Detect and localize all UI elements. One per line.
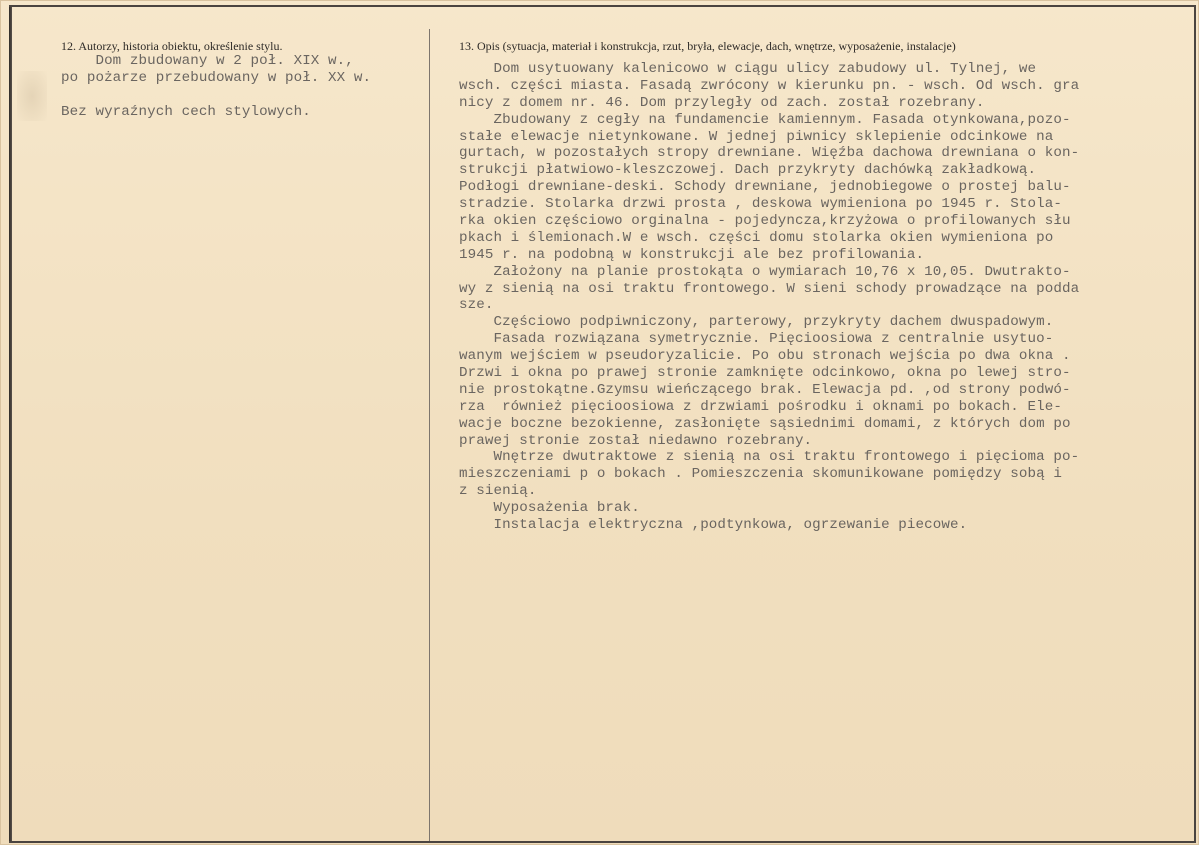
card-right-edge <box>1194 5 1196 841</box>
description-text-line: prawej stronie został niedawno rozebrany. <box>459 432 813 449</box>
description-text-line: Podłogi drewniane-deski. Schody drewniane, jednobiegowe o prostej balu- <box>459 179 1071 196</box>
description-text-line: wsch. części miasta. Fasadą zwrócony w kierunku pn. - wsch. Od wsch. gra <box>459 77 1080 94</box>
description-text-line: Dom usytuowany kalenicowo w ciągu ulicy zabudowy ul. Tylnej, we <box>459 61 1037 77</box>
description-text-line: Założony na planie prostokąta o wymiarach 10,76 x 10,05. Dwutrakto- <box>459 263 1071 280</box>
description-text-line: wy z sienią na osi traktu frontowego. W sieni schody prowadzące na podda <box>459 280 1080 297</box>
history-text-line: po pożarze przebudowany w poł. XX w. <box>61 69 372 86</box>
description-text-line: mieszczeniami p o bokach . Pomieszczenia skomunikowane pomiędzy sobą i <box>459 466 1062 483</box>
section-12-text <box>61 53 371 121</box>
description-text-line: nicy z domem nr. 46. Dom przyległy od zach. został rozebrany. <box>459 94 985 111</box>
card-left-edge <box>9 5 12 843</box>
description-text-line: Instalacja elektryczna ,podtynkowa, ogrzewanie piecowe. <box>459 517 968 534</box>
description-text-line: wacje boczne bezokienne, zasłonięte sąsiednimi domami, z których dom po <box>459 415 1071 432</box>
history-text-line: Dom zbudowany w 2 poł. XIX w., <box>61 53 354 69</box>
description-text-line: Fasada rozwiązana symetrycznie. Pięcioosiowa z centralnie usytuo- <box>459 331 1054 348</box>
description-text-line: z sienią. <box>459 483 537 500</box>
section-12-header: 12. Autorzy, historia obiektu, określenie stylu. <box>61 39 283 53</box>
section-13-text <box>459 61 1079 534</box>
card-top-edge <box>9 5 1195 7</box>
description-text-line: stradzie. Stolarka drzwi prosta , deskowa wymieniona po 1945 r. Stola- <box>459 196 1062 213</box>
section-13-header: 13. Opis (sytuacja, materiał i konstrukcja, rzut, bryła, elewacje, dach, wnętrze, wyposażenie, instalacje) <box>459 39 956 53</box>
description-text-line: Częściowo podpiwniczony, parterowy, przykryty dachem dwuspadowym. <box>459 314 1054 331</box>
description-text-line: strukcji płatwiowo-kleszczowej. Dach przykryty dachówką zakładkową. <box>459 162 1037 179</box>
column-divider <box>429 29 430 841</box>
description-text-line: rza również pięcioosiowa z drzwiami pośrodku i oknami po bokach. Ele- <box>459 398 1062 415</box>
description-text-line: pkach i ślemionach.W e wsch. części domu stolarka okien wymieniona po <box>459 229 1054 246</box>
description-text-line: rka okien częściowo orginalna - pojedyncza,krzyżowa o profilowanych słu <box>459 213 1071 230</box>
description-text-line: Wyposażenia brak. <box>459 500 640 517</box>
description-text-line: stałe elewacje nietynkowane. W jednej piwnicy sklepienie odcinkowe na <box>459 128 1054 145</box>
paper-stain <box>17 71 47 121</box>
description-text-line: sze. <box>459 297 494 314</box>
description-text-line: wanym wejściem w pseudoryzalicie. Po obu stronach wejścia po dwa okna . <box>459 348 1071 365</box>
description-text-line: gurtach, w pozostałych stropy drewniane. Więźba dachowa drewniana o kon- <box>459 145 1080 162</box>
history-text-line <box>61 87 371 104</box>
description-text-line: nie prostokątne.Gzymsu wieńczącego brak. Elewacja pd. ,od strony podwó- <box>459 381 1071 398</box>
description-text-line: 1945 r. na podobną w konstrukcji ale bez profilowania. <box>459 246 925 263</box>
description-text-line: Zbudowany z cegły na fundamencie kamiennym. Fasada otynkowana,pozo- <box>459 111 1071 128</box>
history-text-line: Bez wyraźnych cech stylowych. <box>61 103 311 120</box>
description-text-line: Drzwi i okna po prawej stronie zamknięte odcinkowo, okna po lewej stro- <box>459 365 1071 382</box>
card-bottom-edge <box>9 841 1196 843</box>
description-text-line: Wnętrze dwutraktowe z sienią na osi traktu frontowego i pięcioma po- <box>459 449 1080 466</box>
